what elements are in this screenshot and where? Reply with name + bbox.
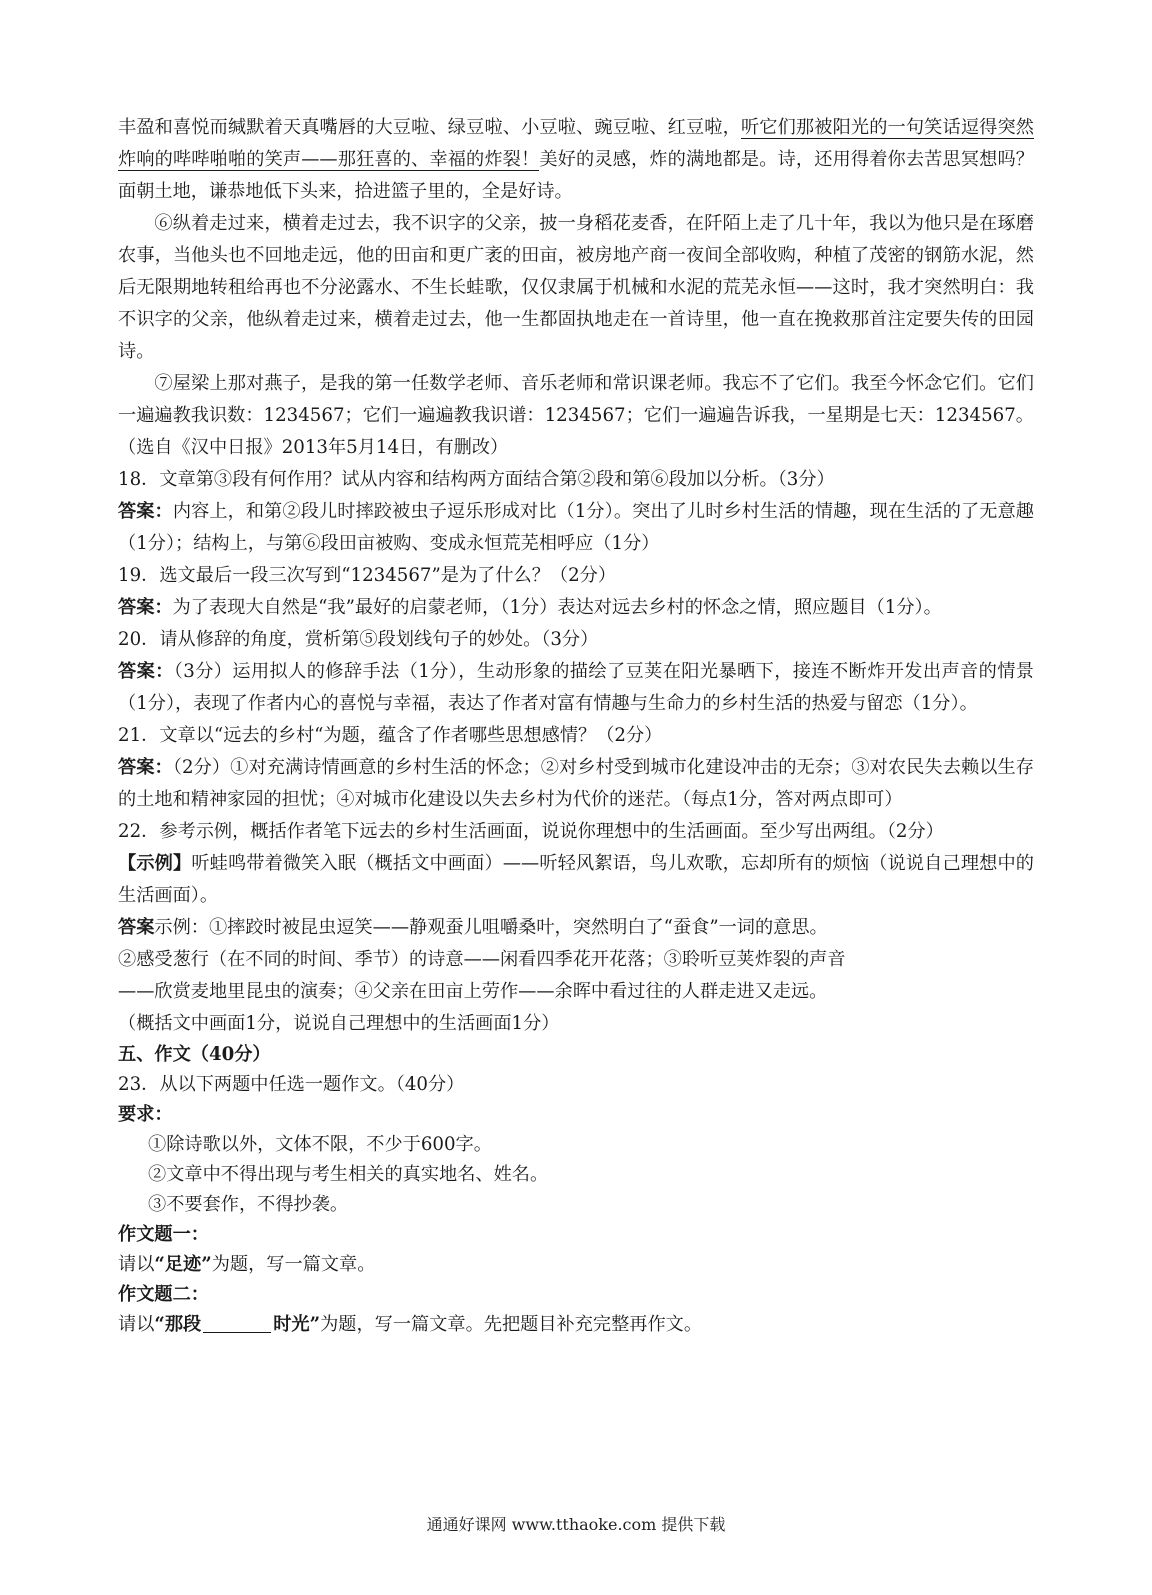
- question-23: 23．从以下两题中任选一题作文。（40分）: [118, 1074, 465, 1095]
- page-footer: 通通好课网 www.tthaoke.com 提供下载: [426, 1515, 726, 1534]
- topic-1: 请以“足迹”为题，写一篇文章。: [118, 1254, 376, 1275]
- paragraph-6: ⑥纵着走过来，横着走过去，我不识字的父亲，披一身稻花麦香，在阡陌上走了几十年，我以为他只是在琢磨农事，当他头也不回地走远，他的田亩和更广袤的田亩，被房地产商一夜间全部收购，种植了茂密的钢筋水泥，然后无限期地转租给再也不分泌露水、不生长蛙歌，仅仅隶属于机械和水泥的荒芜永恒——这时，我才突然明白：我不识字的父亲，他纵着走过来，横着走过去，他一生都固执地走在一首诗里，他一直在挽救那首注定要失传的田园诗。: [118, 213, 1034, 362]
- document-page: [118, 112, 1034, 1340]
- question-20: 20．请从修辞的角度，赏析第⑤段划线句子的妙处。（3分）: [118, 629, 599, 650]
- question-18: 18．文章第③段有何作用？试从内容和结构两方面结合第②段和第⑥段加以分析。（3分）: [118, 469, 835, 490]
- answer-22-line-1: 答案示例：①摔跤时被昆虫逗笑——静观蚕儿咀嚼桑叶，突然明白了“蚕食”一词的意思。: [118, 917, 828, 938]
- requirement-1: ①除诗歌以外，文体不限，不少于600字。: [148, 1134, 492, 1155]
- example-22: 【示例】听蛙鸣带着微笑入眠（概括文中画面）——听轻风絮语，鸟儿欢歌，忘却所有的烦恼（说说自己理想中的生活画面）。: [118, 853, 1034, 906]
- answer-21: 答案：（2分）①对充满诗情画意的乡村生活的怀念；②对乡村受到城市化建设冲击的无奈；③对农民失去赖以生存的土地和精神家园的担忧；④对城市化建设以失去乡村为代价的迷茫。（每点1分，答对两点即可）: [118, 757, 1034, 810]
- section-heading: 五、作文（40分）: [118, 1044, 271, 1065]
- answer-22-line-4: （概括文中画面1分，说说自己理想中的生活画面1分）: [118, 1013, 560, 1034]
- underlined-sentence: 听它们那被阳光的一句笑话逗得突然炸响的哔哔啪啪的笑声——那狂喜的、幸福的炸裂！: [118, 117, 1034, 170]
- topic-1-label: 作文题一：: [118, 1224, 209, 1245]
- topic-2: 请以“那段 时光”为题，写一篇文章。先把题目补充完整再作文。: [118, 1314, 703, 1335]
- answer-18: 答案：内容上，和第②段儿时摔跤被虫子逗乐形成对比（1分）。突出了儿时乡村生活的情趣，现在生活的了无意趣（1分）；结构上，与第⑥段田亩被购、变成永恒荒芜相呼应（1分）: [118, 501, 1034, 554]
- answer-22-line-3: ——欣赏麦地里昆虫的演奏；④父亲在田亩上劳作——余晖中看过往的人群走进又走远。: [118, 981, 828, 1002]
- question-22: 22．参考示例，概括作者笔下远去的乡村生活画面，说说你理想中的生活画面。至少写出两组。（2分）: [118, 821, 944, 842]
- answer-22-line-2: ②感受葱行（在不同的时间、季节）的诗意——闲看四季花开花落；③聆听豆荚炸裂的声音: [118, 949, 846, 970]
- topic-2-label: 作文题二：: [118, 1284, 209, 1305]
- question-21: 21．文章以“远去的乡村“为题，蕴含了作者哪些思想感情？（2分）: [118, 725, 663, 746]
- requirement-2: ②文章中不得出现与考生相关的真实地名、姓名。: [148, 1164, 549, 1185]
- requirements-label: 要求：: [118, 1104, 173, 1125]
- paragraph-7: ⑦屋梁上那对燕子，是我的第一任数学老师、音乐老师和常识课老师。我忘不了它们。我至今怀念它们。它们一遍遍教我识数：1234567；它们一遍遍教我识谱：1234567；它们一遍遍告诉我，一星期是七天：1234567。（选自《汉中日报》2013年5月14日，有删改）: [118, 373, 1034, 458]
- answer-20: 答案：（3分）运用拟人的修辞手法（1分），生动形象的描绘了豆荚在阳光暴晒下，接连不断炸开发出声音的情景（1分），表现了作者内心的喜悦与幸福，表达了作者对富有情趣与生命力的乡村生活的热爱与留恋（1分）。: [118, 661, 1034, 714]
- question-19: 19．选文最后一段三次写到“1234567”是为了什么？（2分）: [118, 565, 617, 586]
- requirement-3: ③不要套作，不得抄袭。: [148, 1194, 349, 1215]
- paragraph-5: 丰盈和喜悦而缄默着天真嘴唇的大豆啦、绿豆啦、小豆啦、豌豆啦、红豆啦，听它们那被阳光的一句笑话逗得突然炸响的哔哔啪啪的笑声——那狂喜的、幸福的炸裂！美好的灵感，炸的满地都是。诗，还用得着你去苦思冥想吗？面朝土地，谦恭地低下头来，拾进篮子里的，全是好诗。: [118, 117, 1034, 202]
- title-blank: [203, 1312, 271, 1333]
- answer-19: 答案：为了表现大自然是“我”最好的启蒙老师，（1分）表达对远去乡村的怀念之情，照应题目（1分）。: [118, 597, 942, 618]
